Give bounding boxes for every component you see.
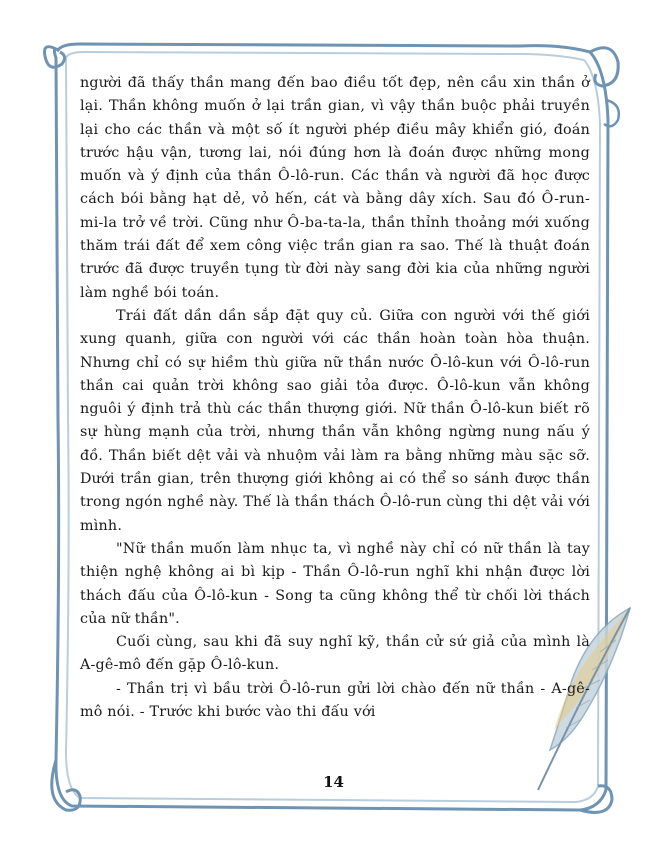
- paragraph: - Thần trị vì bầu trời Ô-lô-run gửi lời chào đến nữ thần - A-gê-mô nói. - Trước khi bước vào thi đấu với: [80, 680, 590, 721]
- page-number: 14: [323, 773, 344, 791]
- paragraph: Cuối cùng, sau khi đã suy nghĩ kỹ, thần cử sứ giả của mình là A-gê-mô đến gặp Ô-lô-kun.: [80, 634, 590, 674]
- paragraph: người đã thấy thần mang đến bao điều tốt đẹp, nên cầu xin thần ở lại. Thần không muốn ở lại trần gian, vì vậy thần buộc phải truyền lại cho các thần và một số ít người phép điều mây khiển gió, đoán trước hậu vận, tương lai, nói đúng hơn là đoán được những mong muốn và ý định của thần Ô-lô-run. Các thần và người đã học được cách bói bằng hạt dẻ, vỏ hến, cát và bằng dây xích. Sau đó Ô-run-mi-la trở về trời. Cũng như Ô-ba-ta-la, thần thỉnh thoảng mới xuống thăm trái đất để xem công việc trần gian ra sao. Thế là thuật đoán trước đã được truyền tụng từ đời này sang đời kia của những người làm nghề bói toán.: [80, 75, 590, 301]
- body-text: [80, 72, 590, 724]
- paragraph: "Nữ thần muốn làm nhục ta, vì nghề này chỉ có nữ thần là tay thiện nghệ không ai bì kịp - Thần Ô-lô-run nghĩ khi nhận được lời thách đấu của Ô-lô-kun - Song ta cũng không thể từ chối lời thách của nữ thần".: [80, 540, 590, 627]
- paragraph: Trái đất dần dần sắp đặt quy củ. Giữa con người với thế giới xung quanh, giữa con người với các thần hoàn toàn hòa thuận. Nhưng chỉ có sự hiềm thù giữa nữ thần nước Ô-lô-kun với Ô-lô-run thần cai quản trời không sao giải tỏa được. Ô-lô-kun vẫn không nguôi ý định trả thù các thần thượng giới. Nữ thần Ô-lô-kun biết rõ sự hùng mạnh của trời, nhưng thần vẫn không ngừng nung nấu ý đồ. Thần biết dệt vải và nhuộm vải làm ra bằng những màu sặc sỡ. Dưới trần gian, trên thượng giới không ai có thể so sánh được thần trong ngón nghề này. Thế là thần thách Ô-lô-run cùng thi dệt vải với mình.: [80, 307, 590, 534]
